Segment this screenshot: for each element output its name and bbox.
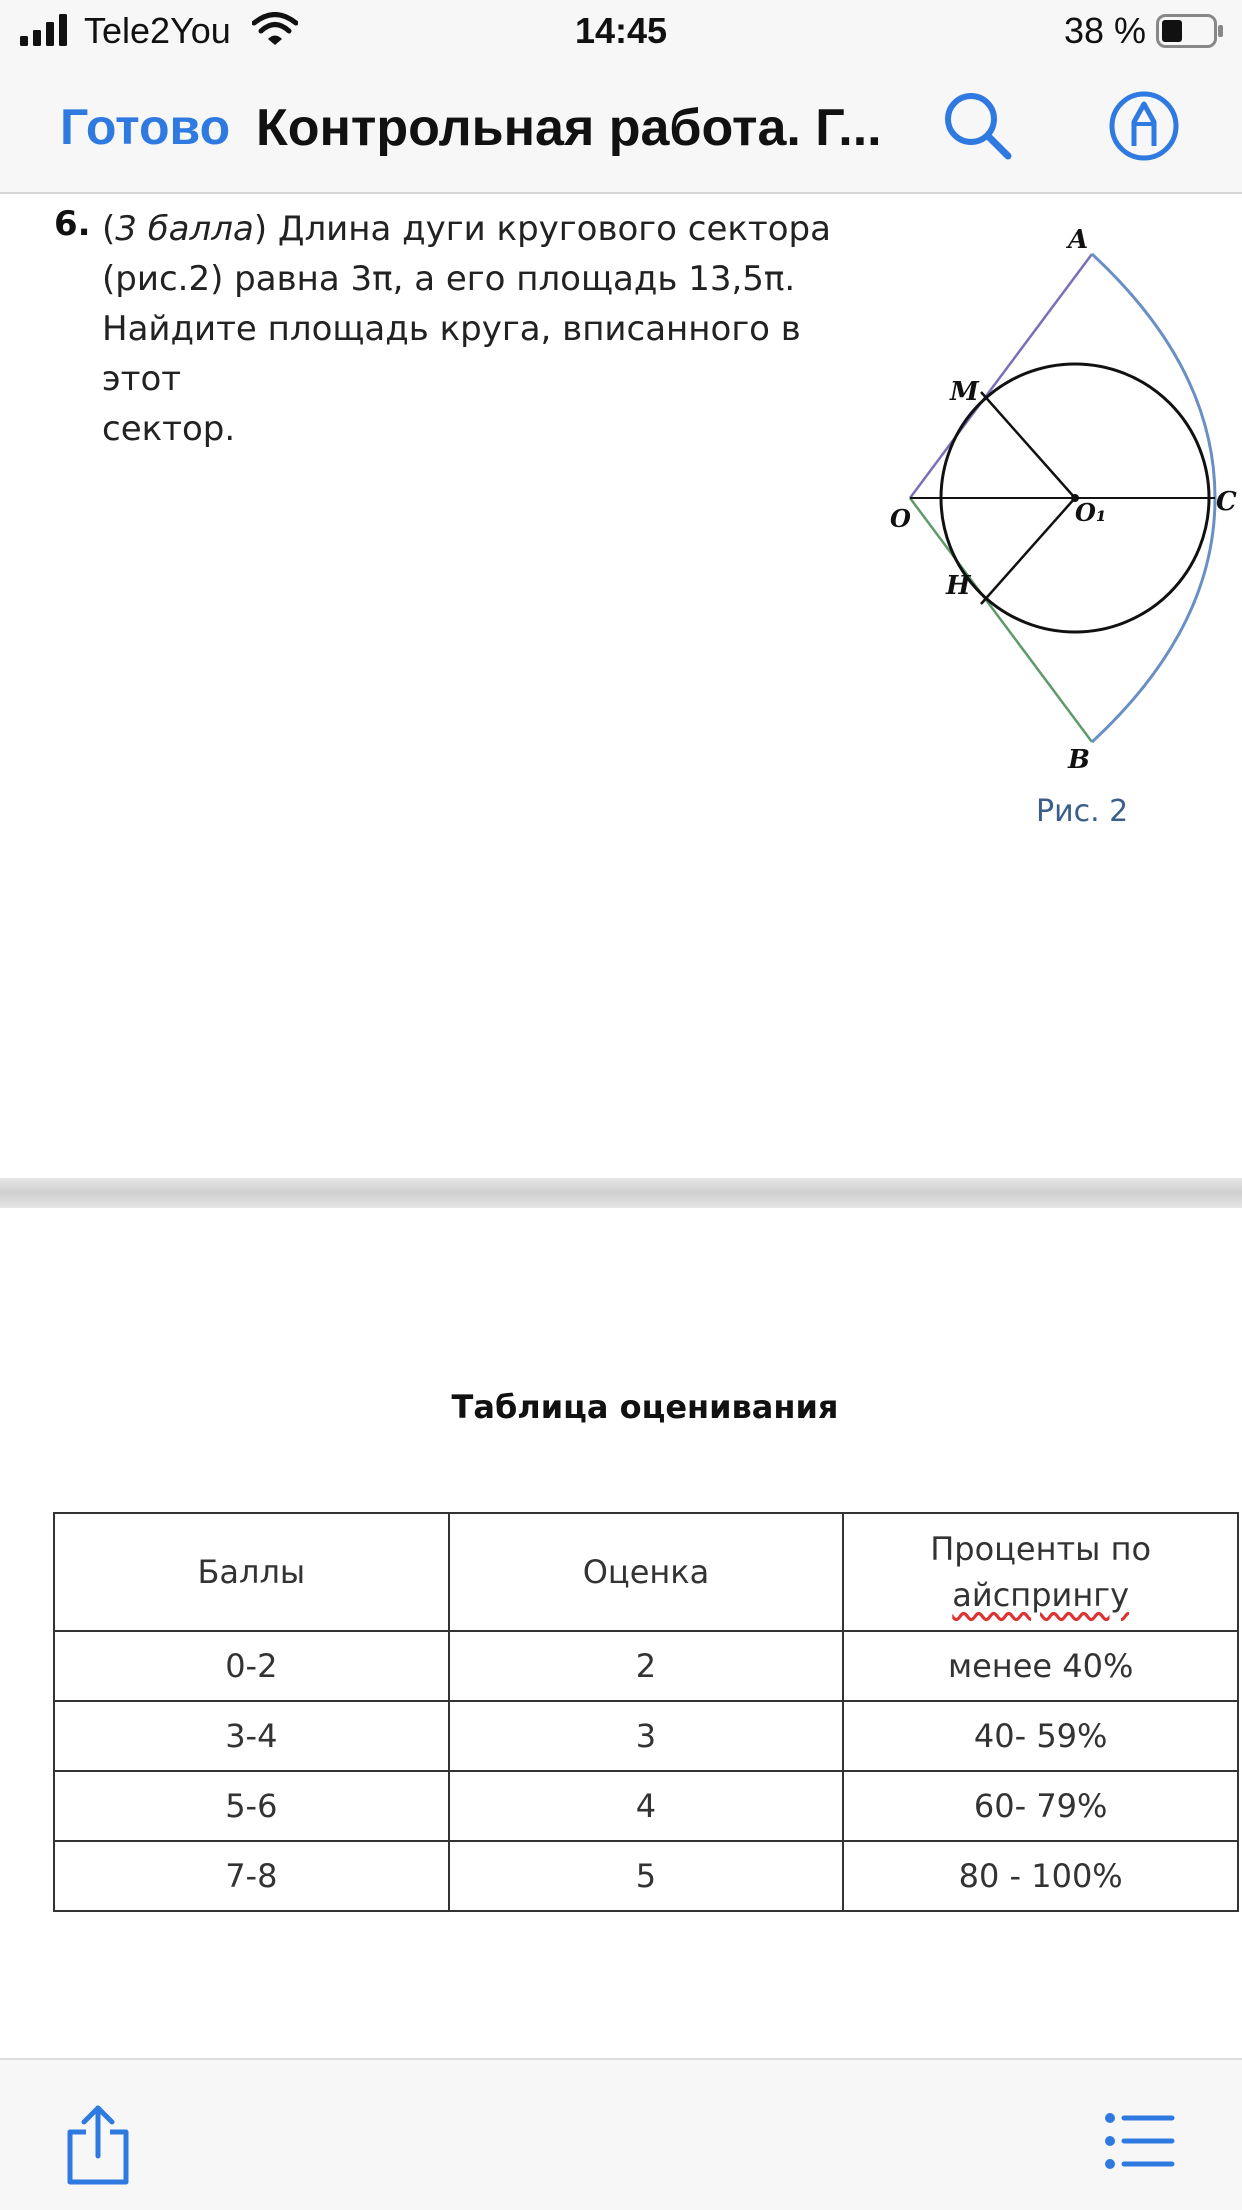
cell-grade: 2 bbox=[449, 1631, 844, 1701]
markup-icon[interactable] bbox=[1108, 90, 1180, 162]
table-row bbox=[54, 1631, 1238, 1701]
nav-bar bbox=[0, 62, 1242, 194]
radius-O1H bbox=[981, 498, 1075, 604]
question-text: (3 балла) Длина дуги кругового сектора (рис.2) равна 3π, а его площадь 13,5π. Найдите площадь круга, вписанного в этот сектор. bbox=[102, 204, 862, 454]
segment-OB bbox=[910, 498, 1092, 742]
share-icon[interactable] bbox=[62, 2102, 134, 2186]
header-percent-line-1: Проценты по bbox=[930, 1530, 1152, 1568]
document-title: Контрольная работа. Г... bbox=[256, 99, 882, 157]
table-header-row bbox=[54, 1513, 1238, 1631]
question-number: 6. bbox=[54, 204, 91, 244]
cell-points: 3-4 bbox=[54, 1701, 449, 1771]
carrier-name: Tele2You bbox=[84, 10, 231, 51]
table-row bbox=[54, 1841, 1238, 1911]
list-icon[interactable] bbox=[1104, 2110, 1176, 2172]
page-separator bbox=[0, 1178, 1242, 1208]
cell-grade: 4 bbox=[449, 1771, 844, 1841]
header-percent bbox=[843, 1513, 1238, 1631]
label-H: H bbox=[946, 571, 971, 601]
cell-points: 0-2 bbox=[54, 1631, 449, 1701]
search-icon[interactable] bbox=[942, 90, 1012, 160]
document-page-1 bbox=[0, 194, 1242, 1178]
segment-OA bbox=[910, 254, 1092, 498]
cell-points: 7-8 bbox=[54, 1841, 449, 1911]
table-row bbox=[54, 1701, 1238, 1771]
cell-grade: 3 bbox=[449, 1701, 844, 1771]
cell-percent: 40- 59% bbox=[843, 1701, 1238, 1771]
grading-table-title: Таблица оценивания bbox=[451, 1388, 839, 1426]
question-line-1: ) Длина дуги кругового сектора bbox=[253, 209, 831, 249]
cell-percent: менее 40% bbox=[843, 1631, 1238, 1701]
status-bar bbox=[0, 0, 1242, 62]
battery-percent: 38 % bbox=[1063, 10, 1146, 51]
document-page-2 bbox=[0, 1208, 1242, 2058]
question-line-2: (рис.2) равна 3π, а его площадь 13,5π. bbox=[102, 259, 796, 299]
radius-O1M bbox=[981, 392, 1075, 498]
sector-figure bbox=[890, 208, 1242, 768]
header-points: Баллы bbox=[54, 1513, 449, 1631]
question-line-4: сектор. bbox=[102, 409, 236, 449]
header-percent-line-2: айспрингу bbox=[952, 1576, 1129, 1614]
done-button[interactable]: Готово bbox=[60, 99, 231, 155]
table-row bbox=[54, 1771, 1238, 1841]
figure-caption: Рис. 2 bbox=[1036, 794, 1129, 829]
status-time: 14:45 bbox=[574, 10, 668, 51]
question-points: 3 балла bbox=[115, 209, 254, 249]
question-line-3: Найдите площадь круга, вписанного в этот bbox=[102, 309, 801, 399]
label-O1: O₁ bbox=[1075, 498, 1107, 527]
grading-table bbox=[53, 1512, 1239, 1912]
label-A: A bbox=[1068, 225, 1089, 255]
label-B: B bbox=[1068, 745, 1090, 768]
label-C: C bbox=[1216, 487, 1237, 517]
battery-icon bbox=[1156, 14, 1224, 48]
header-grade: Оценка bbox=[449, 1513, 844, 1631]
cell-percent: 80 - 100% bbox=[843, 1841, 1238, 1911]
label-M: M bbox=[950, 377, 979, 407]
cell-grade: 5 bbox=[449, 1841, 844, 1911]
label-O: O bbox=[890, 504, 911, 533]
cell-points: 5-6 bbox=[54, 1771, 449, 1841]
bottom-toolbar bbox=[0, 2058, 1242, 2210]
cell-percent: 60- 79% bbox=[843, 1771, 1238, 1841]
